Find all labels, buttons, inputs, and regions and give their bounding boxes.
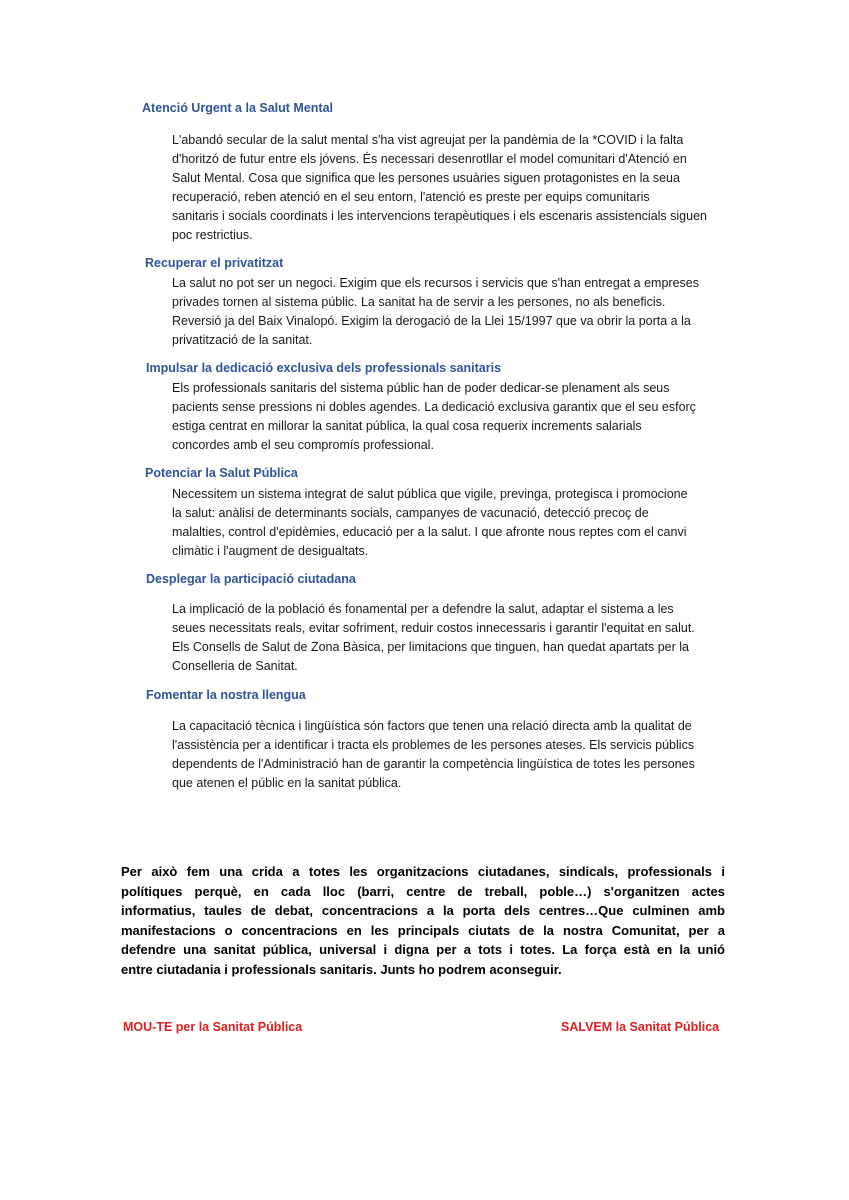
body-line: La salut no pot ser un negoci. Exigim que els recursos i servicis que s'han entregat a empreses bbox=[172, 276, 699, 290]
body-line: Els professionals sanitaris del sistema públic han de poder dedicar-se plenament als seus bbox=[172, 381, 670, 395]
section-heading: Atenció Urgent a la Salut Mental bbox=[142, 101, 334, 115]
section-heading: Recuperar el privatitzat bbox=[145, 256, 284, 270]
body-line: d'horitzó de futur entre els jóvens. És necessari desenrotllar el model comunitari d'Atenció en bbox=[172, 152, 687, 166]
body-line: privatització de la sanitat. bbox=[172, 333, 313, 347]
section-body bbox=[172, 274, 732, 350]
closing-line: polítiques perquè, en cada lloc (barri, centre de treball, poble…) s'organitzen actes bbox=[121, 883, 725, 899]
section-body bbox=[172, 485, 732, 561]
section-body bbox=[172, 600, 732, 676]
body-line: malalties, control d'epidèmies, educació per a la salut. I que afronte nous reptes com el canvi bbox=[172, 525, 687, 539]
body-line: que atenen el públic en la sanitat pública. bbox=[172, 776, 402, 790]
body-line: L'abandó secular de la salut mental s'ha vist agreujat per la pandèmia de la *COVID i la falta bbox=[172, 133, 684, 147]
body-line: pacients sense pressions ni dobles agendes. La dedicació exclusiva garantix que el seu esforç bbox=[172, 400, 696, 414]
signature-right: SALVEM la Sanitat Pública bbox=[561, 1020, 720, 1034]
closing-line: defendre una sanitat pública, universal i digna per a tots i totes. La força està en la unió bbox=[121, 942, 725, 958]
section-heading: Potenciar la Salut Pública bbox=[145, 466, 298, 480]
section-heading: Fomentar la nostra llengua bbox=[146, 688, 306, 702]
closing-line: informatius, taules de debat, concentracions a la porta dels centres…Que culminen amb bbox=[121, 903, 725, 919]
closing-paragraph bbox=[121, 862, 725, 980]
body-line: la salut: anàlisi de determinants socials, campanyes de vacunació, detecció precoç de bbox=[172, 506, 649, 520]
closing-line: manifestacions o concentracions en les principals ciutats de la nostra Comunitat, per a bbox=[121, 922, 725, 938]
body-line: Reversió ja del Baix Vinalopó. Exigim la derogació de la Llei 15/1997 que va obrir la porta a la bbox=[172, 314, 691, 328]
body-line: dependents de l'Administració han de garantir la competència lingüística de totes les persones bbox=[172, 757, 695, 771]
body-line: privades tornen al sistema públic. La sanitat ha de servir a les persones, no als beneficis. bbox=[172, 295, 666, 309]
body-line: Necessitem un sistema integrat de salut pública que vigile, previnga, protegisca i promocione bbox=[172, 487, 688, 501]
body-line: recuperació, reben atenció en el seu entorn, l'atenció es preste per equips comunitaris bbox=[172, 190, 650, 204]
body-line: estiga centrat en millorar la sanitat pública, la qual cosa requerix increments salarials bbox=[172, 419, 642, 433]
body-line: poc restrictius. bbox=[172, 228, 253, 242]
section-body bbox=[172, 379, 732, 455]
body-line: seues necessitats reals, evitar sofriment, reduir costos innecessaris i garantir l'equitat en salut. bbox=[172, 621, 695, 635]
closing-line: entre ciutadania i professionals sanitaris. Junts ho podrem aconseguir. bbox=[121, 961, 562, 977]
section-heading: Impulsar la dedicació exclusiva dels professionals sanitaris bbox=[146, 361, 502, 375]
body-line: Salut Mental. Cosa que significa que les persones usuàries siguen protagonistes en la seua bbox=[172, 171, 680, 185]
body-line: Els Consells de Salut de Zona Bàsica, per limitacions que tinguen, han quedat apartats per la bbox=[172, 640, 689, 654]
section-body bbox=[172, 717, 732, 793]
closing-line: Per això fem una crida a totes les organitzacions ciutadanes, sindicals, professionals i bbox=[121, 864, 725, 879]
signature-left: MOU-TE per la Sanitat Pública bbox=[123, 1020, 303, 1034]
body-line: l'assistència per a identificar i tracta els problemes de les persones ateses. Els servicis públics bbox=[172, 738, 695, 752]
body-line: La implicació de la població és fonamental per a defendre la salut, adaptar el sistema a les bbox=[172, 602, 674, 616]
section-heading: Desplegar la participació ciutadana bbox=[146, 572, 356, 586]
body-line: climàtic i l'augment de desigualtats. bbox=[172, 544, 369, 558]
section-body bbox=[172, 131, 732, 245]
body-line: Conselleria de Sanitat. bbox=[172, 659, 298, 673]
body-line: sanitaris i socials coordinats i les intervencions terapèutiques i els escenaris assistencials siguen bbox=[172, 209, 707, 223]
body-line: concordes amb el seu compromís professional. bbox=[172, 438, 434, 452]
body-line: La capacitació tècnica i lingüística són factors que tenen una relació directa amb la qualitat de bbox=[172, 719, 692, 733]
